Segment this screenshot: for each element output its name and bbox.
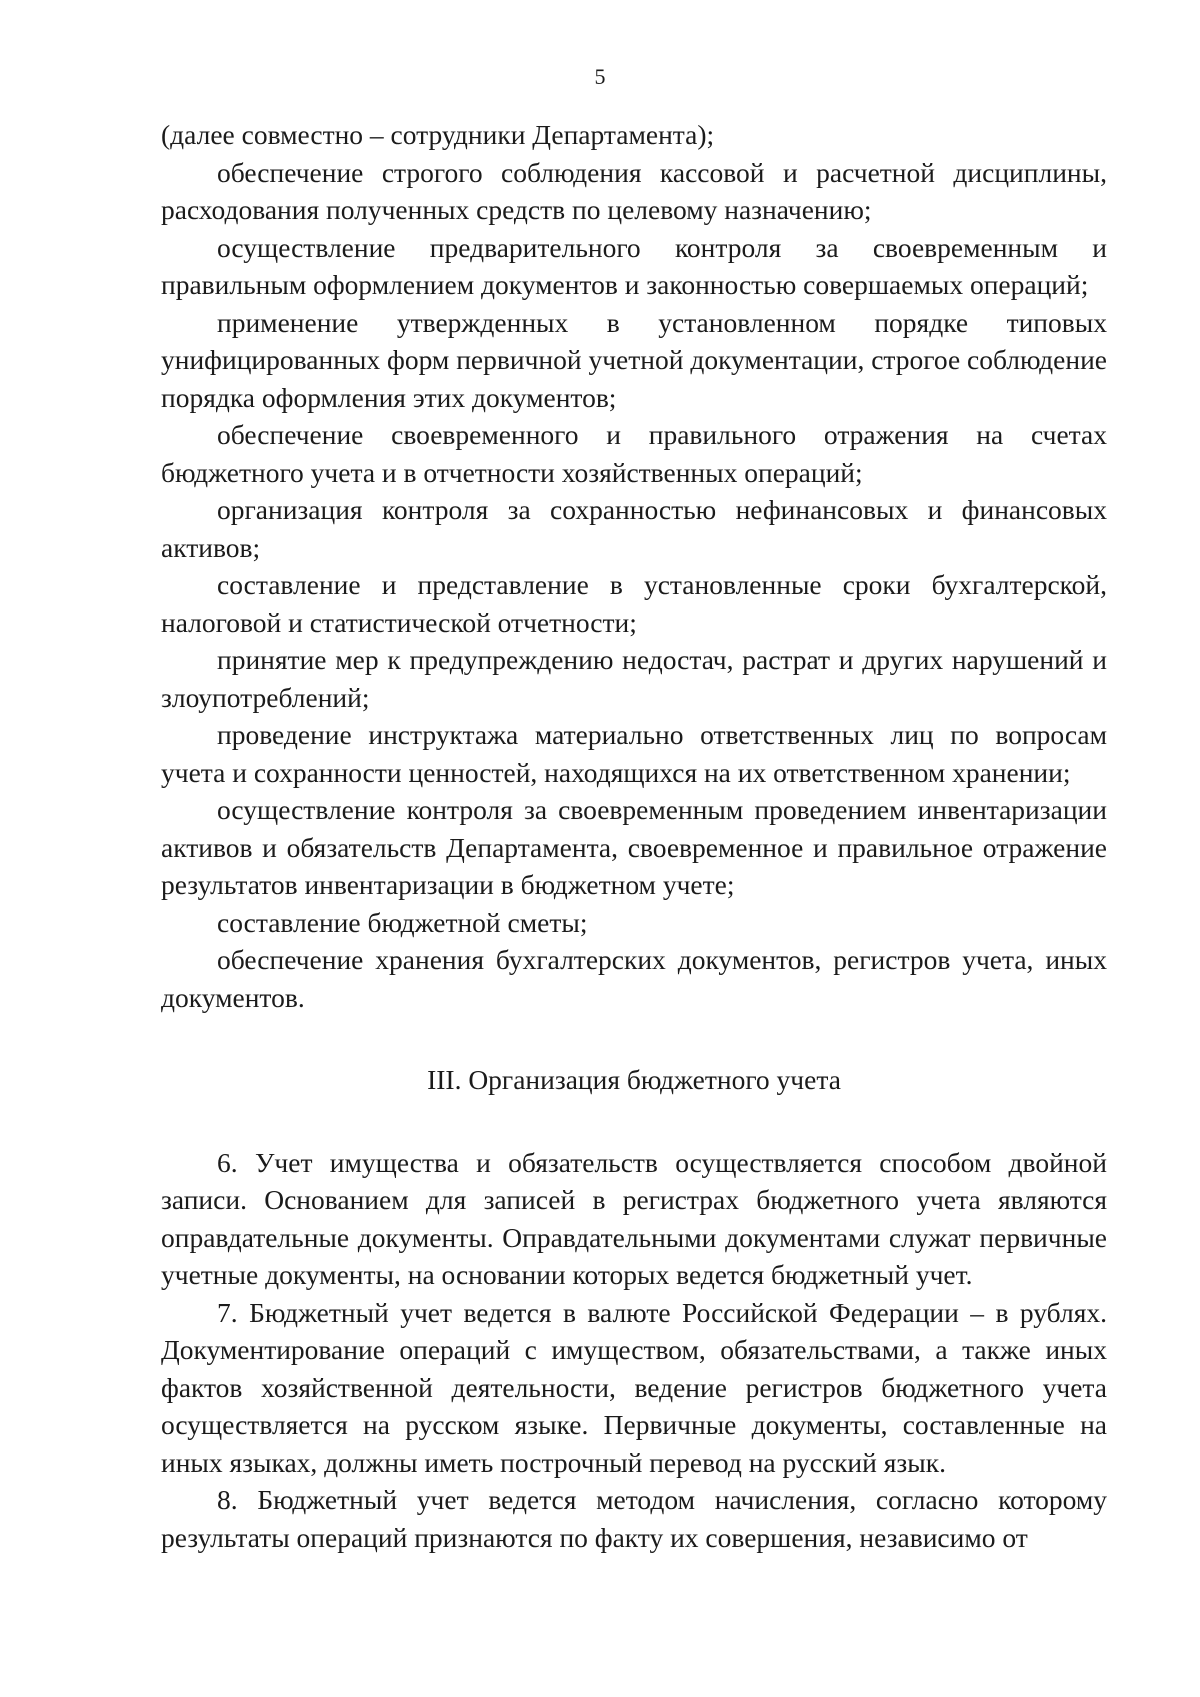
list-item: проведение инструктажа материально ответственных лиц по вопросам учета и сохранности ценностей, находящихся на их ответственном хранении; xyxy=(161,719,1107,788)
section-heading: III. Организация бюджетного учета xyxy=(427,1064,841,1095)
list-item: принятие мер к предупреждению недостач, растрат и других нарушений и злоупотреблений; xyxy=(161,644,1107,713)
page-content xyxy=(161,116,1107,1556)
list-item: обеспечение своевременного и правильного отражения на счетах бюджетного учета и в отчетности хозяйственных операций; xyxy=(161,419,1107,488)
list-item: обеспечение строгого соблюдения кассовой и расчетной дисциплины, расходования полученных средств по целевому назначению; xyxy=(161,156,1107,225)
list-item: организация контроля за сохранностью нефинансовых и финансовых активов; xyxy=(161,494,1107,563)
paragraph: (далее совместно – сотрудники Департамента); xyxy=(161,119,715,150)
list-item: применение утвержденных в установленном порядке типовых унифицированных форм первичной учетной документации, строгое соблюдение порядка оформления этих документов; xyxy=(161,306,1107,413)
list-item: осуществление контроля за своевременным проведением инвентаризации активов и обязательств Департамента, своевременное и правильное отражение результатов инвентаризации в бюджетном учете; xyxy=(161,794,1107,900)
list-item: обеспечение хранения бухгалтерских документов, регистров учета, иных документов. xyxy=(161,944,1107,1013)
list-item: составление и представление в установленные сроки бухгалтерской, налоговой и статистической отчетности; xyxy=(161,569,1107,638)
page-number: 5 xyxy=(594,64,606,89)
list-item: осуществление предварительного контроля за своевременным и правильным оформлением документов и законностью совершаемых операций; xyxy=(161,231,1107,300)
list-item: составление бюджетной сметы; xyxy=(217,906,588,938)
numbered-paragraph: 8. Бюджетный учет ведется методом начисления, согласно которому результаты операций признаются по факту их совершения, независимо от xyxy=(161,1484,1107,1553)
numbered-paragraph: 6. Учет имущества и обязательств осуществляется способом двойной записи. Основанием для записей в регистрах бюджетного учета являются оправдательные документы. Оправдательными документами служат первичные учетные документы, на основании которых ведется бюджетный учет. xyxy=(161,1146,1107,1290)
numbered-paragraph: 7. Бюджетный учет ведется в валюте Российской Федерации – в рублях. Документирование операций с имуществом, обязательствами, а также иных фактов хозяйственной деятельности, ведение регистров бюджетного учета осуществляется на русском языке. Первичные документы, составленные на иных языках, должны иметь построчный перевод на русский язык. xyxy=(161,1296,1107,1478)
